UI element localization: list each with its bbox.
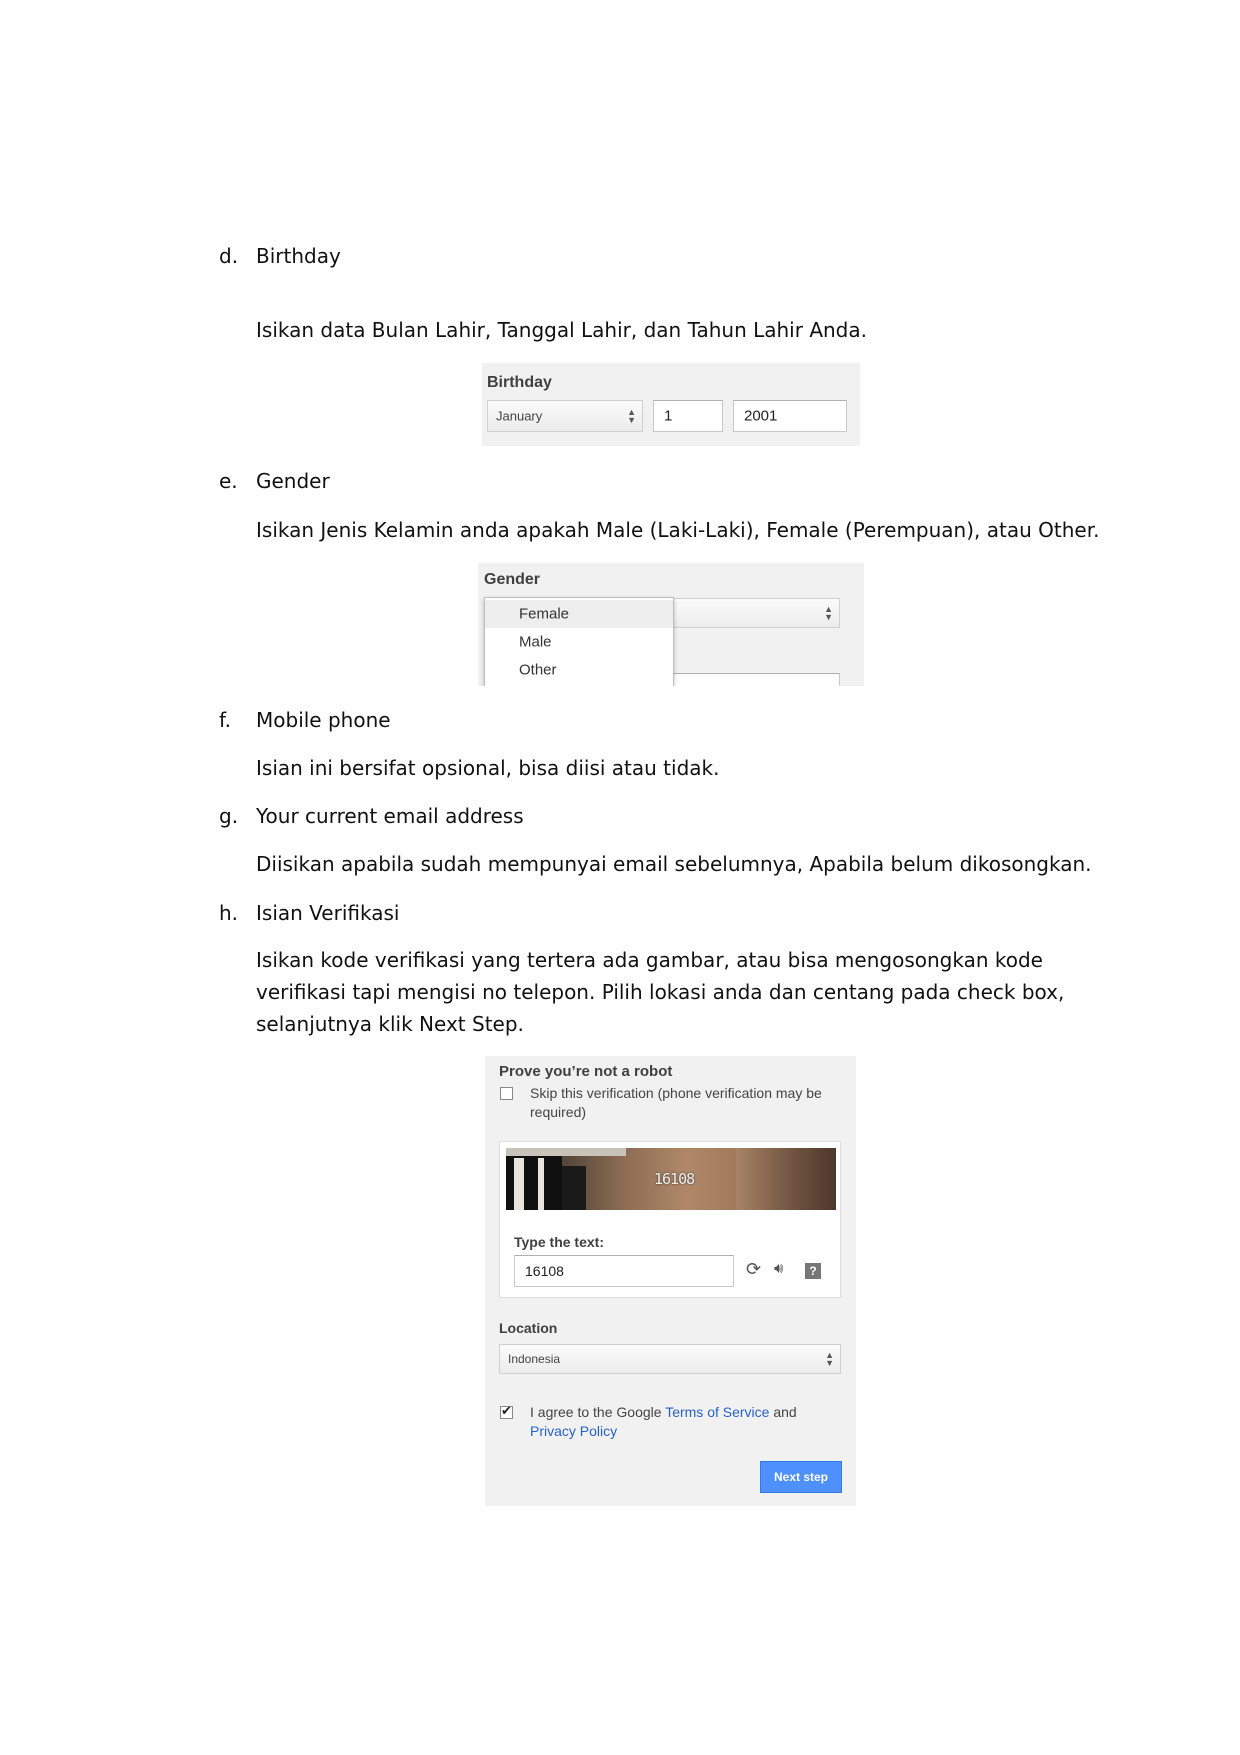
- captcha-input[interactable]: 16108: [514, 1255, 734, 1287]
- birthday-month-value: January: [496, 408, 543, 424]
- section-h-title: Isian Verifikasi: [256, 901, 400, 925]
- location-value: Indonesia: [508, 1352, 561, 1366]
- select-arrows-icon: ▲ ▼: [824, 604, 833, 622]
- help-icon[interactable]: ?: [805, 1263, 821, 1279]
- gender-label: Gender: [484, 571, 541, 588]
- section-d-title: Birthday: [256, 244, 341, 268]
- location-label: Location: [499, 1320, 558, 1336]
- agree-checkbox[interactable]: [500, 1403, 513, 1419]
- section-e-title: Gender: [256, 469, 330, 493]
- section-g-title: Your current email address: [256, 804, 524, 828]
- birthday-screenshot: [482, 363, 860, 446]
- location-select[interactable]: [499, 1344, 841, 1374]
- next-step-button[interactable]: Next step: [760, 1461, 842, 1493]
- birthday-year-value: 2001: [744, 407, 778, 425]
- section-d-description: Isikan data Bulan Lahir, Tanggal Lahir, dan Tahun Lahir Anda.: [256, 318, 867, 342]
- gender-option-male[interactable]: Male: [519, 633, 552, 651]
- captcha-image: [506, 1148, 836, 1210]
- hidden-field-behind-dropdown: [658, 673, 840, 686]
- section-f-description: Isian ini bersifat opsional, bisa diisi atau tidak.: [256, 756, 720, 780]
- birthday-day-input[interactable]: [653, 400, 723, 432]
- gender-screenshot: [478, 563, 864, 686]
- birthday-label: Birthday: [487, 374, 552, 391]
- gender-option-other[interactable]: Other: [519, 661, 557, 679]
- terms-of-service-link[interactable]: Terms of Service: [665, 1404, 770, 1420]
- birthday-month-select[interactable]: [487, 400, 643, 432]
- privacy-policy-link[interactable]: Privacy Policy: [530, 1423, 618, 1439]
- select-arrows-icon: ▲ ▼: [825, 1350, 834, 1368]
- section-f-marker: f.: [219, 708, 231, 732]
- section-e-description: Isikan Jenis Kelamin anda apakah Male (Laki-Laki), Female (Perempuan), atau Other.: [256, 518, 1100, 542]
- verification-screenshot: [485, 1056, 856, 1506]
- robot-title: Prove you’re not a robot: [499, 1063, 673, 1080]
- section-e-marker: e.: [219, 469, 238, 493]
- section-g-description: Diisikan apabila sudah mempunyai email sebelumnya, Apabila belum dikosongkan.: [256, 852, 1092, 876]
- section-h-description: Isikan kode verifikasi yang tertera ada gambar, atau bisa mengosongkan kode verifikasi tapi mengisi no telepon. Pilih lokasi anda dan centang pada check box, selanjutnya klik Next Step.: [256, 948, 1065, 1036]
- birthday-year-input[interactable]: [733, 400, 847, 432]
- birthday-day-value: 1: [664, 407, 673, 425]
- section-g-marker: g.: [219, 804, 239, 828]
- skip-verification-checkbox[interactable]: [500, 1087, 513, 1100]
- agree-text: I agree to the Google Terms of Service and Privacy Policy: [530, 1404, 797, 1439]
- gender-option-female[interactable]: Female: [485, 600, 673, 628]
- select-arrows-icon: ▲ ▼: [627, 407, 636, 425]
- skip-verification-label: Skip this verification (phone verification may be required): [530, 1085, 822, 1120]
- section-h-marker: h.: [219, 901, 239, 925]
- section-d-marker: d.: [219, 244, 239, 268]
- captcha-panel: [499, 1141, 841, 1298]
- type-text-label: Type the text:: [514, 1234, 604, 1250]
- captcha-image-text: 16108: [654, 1170, 695, 1188]
- checkmark-icon: ✔: [501, 1403, 512, 1418]
- gender-dropdown-list: [484, 597, 674, 686]
- section-f-title: Mobile phone: [256, 708, 391, 732]
- refresh-icon[interactable]: ⟳: [746, 1259, 762, 1279]
- audio-icon[interactable]: 🔊︎: [774, 1260, 784, 1277]
